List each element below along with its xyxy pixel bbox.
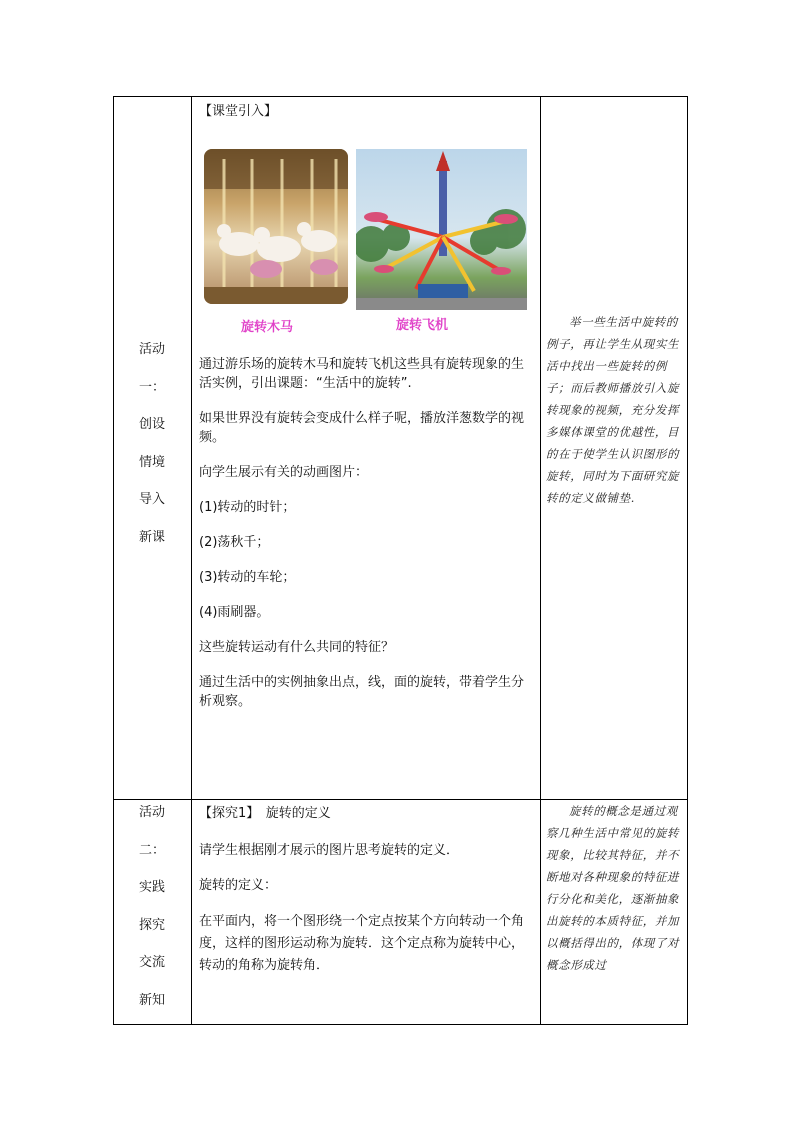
section-heading: 【课堂引入】 (199, 104, 278, 119)
column-divider-2 (540, 96, 541, 1025)
paragraph: 通过游乐场的旋转木马和旋转飞机这些具有旋转现象的生活实例，引出课题：“生活中的旋转”. (199, 357, 525, 391)
section-heading: 【探究1】 旋转的定义 (199, 806, 331, 821)
table-border-right (687, 96, 688, 1025)
column-divider-1 (191, 96, 192, 1025)
phase-line: 活动 (138, 342, 165, 357)
phase-line: 导入 (138, 492, 165, 507)
airplane-ride-caption: 旋转飞机 (396, 318, 449, 333)
table-border-top (113, 96, 688, 97)
paragraph: 旋转的定义： (199, 878, 278, 893)
paragraph: 这些旋转运动有什么共同的特征？ (199, 640, 395, 655)
paragraph: (4)雨刷器。 (199, 605, 270, 620)
phase-line: 活动 (138, 805, 165, 820)
paragraph: (1)转动的时针； (199, 500, 296, 515)
carousel-photo-icon (204, 149, 348, 304)
phase-line: 新课 (138, 529, 165, 545)
phase-line: 新知 (138, 992, 165, 1008)
phase-line: 一： (138, 379, 165, 395)
table-border-bottom (113, 1024, 688, 1025)
content-cell-1 (199, 102, 535, 121)
paragraph: (2)荡秋千； (199, 535, 270, 550)
phase-line: 实践 (138, 880, 165, 895)
spinning-airplane-ride-photo (356, 149, 527, 310)
phase-cell-2 (113, 806, 191, 1031)
lesson-plan-table (113, 96, 688, 1025)
teaching-note-2: 旋转的概念是通过观察几种生活中常见的旋转现象，比较其特征，并不断地对各种现象的特征进行分化和美化，逐渐抽象出旋转的本质特征，并加以概括得出的，体现了对概念形成过 (546, 804, 680, 972)
carousel-caption: 旋转木马 (241, 320, 294, 335)
phase-line: 二： (138, 842, 165, 858)
carousel-photo (204, 149, 348, 304)
paragraph: 通过生活中的实例抽象出点，线，面的旋转，带着学生分析观察。 (199, 675, 525, 709)
paragraph: 向学生展示有关的动画图片： (199, 465, 369, 480)
paragraph: 请学生根据刚才展示的图片思考旋转的定义． (199, 843, 460, 858)
content-cell-2 (199, 804, 536, 977)
phase-line: 交流 (138, 955, 165, 970)
phase-line: 创设 (138, 417, 165, 432)
phase-line: 探究 (138, 917, 165, 933)
phase-line: 情境 (138, 454, 165, 470)
airplane-ride-icon (356, 149, 527, 310)
row-1-paragraphs (199, 355, 536, 711)
paragraph: 如果世界没有旋转会变成什么样子呢，播放洋葱数学的视频。 (199, 411, 525, 445)
teaching-note-1: 举一些生活中旋转的例子，再让学生从现实生活中找出一些旋转的例子；而后教师播放引入旋转现象的视频，充分发挥多媒体课堂的优越性，目的在于使学生认识图形的旋转，同时为下面研究旋转的定义做铺垫. (546, 315, 680, 505)
paragraph: (3)转动的车轮； (199, 570, 296, 585)
phase-cell-1 (113, 343, 191, 568)
paragraph: 在平面内，将一个图形绕一个定点按某个方向转动一个角度，这样的图形运动称为旋转．这个定点称为旋转中心，转动的角称为旋转角． (199, 914, 525, 973)
